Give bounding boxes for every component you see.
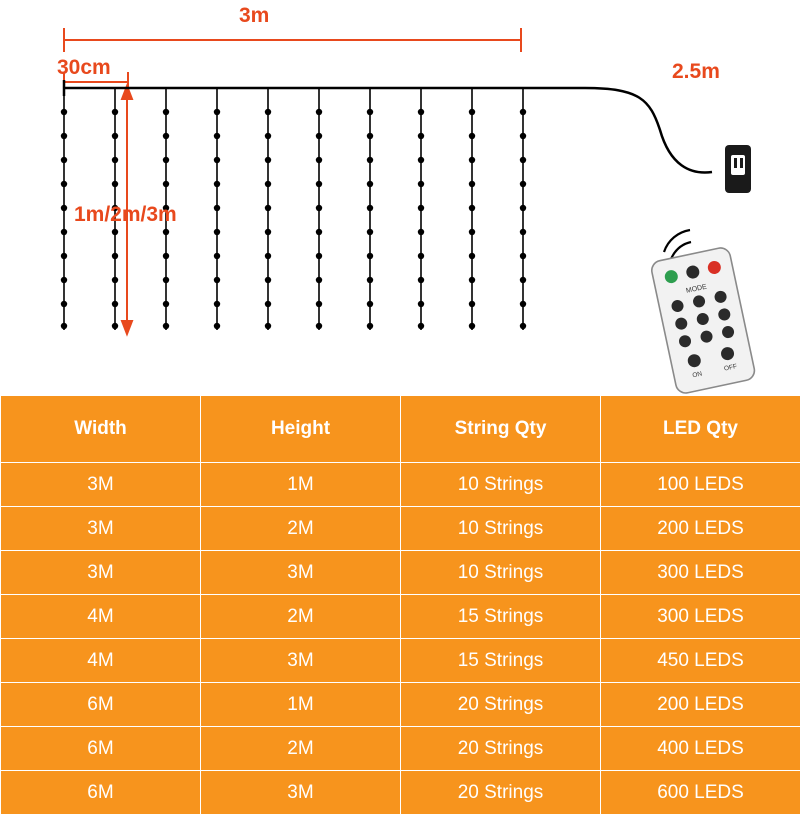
cell-height: 2M — [201, 507, 401, 551]
cell-height: 3M — [201, 771, 401, 815]
cell-led-qty: 300 LEDS — [601, 595, 800, 639]
cell-led-qty: 100 LEDS — [601, 463, 800, 507]
table-row — [1, 727, 800, 771]
remote-on-label: ON — [692, 370, 703, 379]
cell-width: 6M — [1, 771, 201, 815]
cell-string-qty: 20 Strings — [401, 683, 601, 727]
cell-led-qty: 400 LEDS — [601, 727, 800, 771]
cell-led-qty: 200 LEDS — [601, 507, 800, 551]
cell-height: 3M — [201, 639, 401, 683]
cell-height: 2M — [201, 727, 401, 771]
cell-string-qty: 15 Strings — [401, 639, 601, 683]
cell-width: 4M — [1, 639, 201, 683]
table-row — [1, 683, 800, 727]
cell-string-qty: 10 Strings — [401, 551, 601, 595]
remote-control — [650, 246, 756, 395]
cell-string-qty: 10 Strings — [401, 507, 601, 551]
cell-led-qty: 600 LEDS — [601, 771, 800, 815]
cell-led-qty: 450 LEDS — [601, 639, 800, 683]
label-drop-heights: 1m/2m/3m — [74, 203, 177, 227]
cell-string-qty: 10 Strings — [401, 463, 601, 507]
table-row — [1, 639, 800, 683]
cell-height: 3M — [201, 551, 401, 595]
column-header-string-qty: String Qty — [401, 396, 601, 463]
table-row — [1, 771, 800, 815]
column-header-led-qty: LED Qty — [601, 396, 800, 463]
cell-width: 6M — [1, 683, 201, 727]
cell-height: 1M — [201, 683, 401, 727]
specification-table — [0, 395, 800, 815]
product-dimension-diagram — [0, 0, 800, 395]
cell-height: 1M — [201, 463, 401, 507]
cell-height: 2M — [201, 595, 401, 639]
cell-led-qty: 200 LEDS — [601, 683, 800, 727]
table-row — [1, 595, 800, 639]
column-header-height: Height — [201, 396, 401, 463]
table-header-row — [1, 396, 800, 463]
label-spacing: 30cm — [57, 56, 111, 80]
table-row — [1, 551, 800, 595]
remote-off-label: OFF — [723, 363, 737, 373]
table-row — [1, 463, 800, 507]
dimension-3m — [64, 28, 521, 52]
usb-connector — [725, 145, 751, 193]
cell-width: 3M — [1, 463, 201, 507]
lead-wire — [585, 88, 712, 173]
cell-width: 6M — [1, 727, 201, 771]
remote-mode-label: MODE — [685, 284, 707, 295]
cell-width: 3M — [1, 507, 201, 551]
label-lead-wire: 2.5m — [672, 60, 720, 84]
table-row — [1, 507, 800, 551]
label-total-width: 3m — [239, 4, 269, 28]
cell-string-qty: 15 Strings — [401, 595, 601, 639]
cell-string-qty: 20 Strings — [401, 771, 601, 815]
cell-width: 4M — [1, 595, 201, 639]
cell-width: 3M — [1, 551, 201, 595]
cell-string-qty: 20 Strings — [401, 727, 601, 771]
column-header-width: Width — [1, 396, 201, 463]
cell-led-qty: 300 LEDS — [601, 551, 800, 595]
